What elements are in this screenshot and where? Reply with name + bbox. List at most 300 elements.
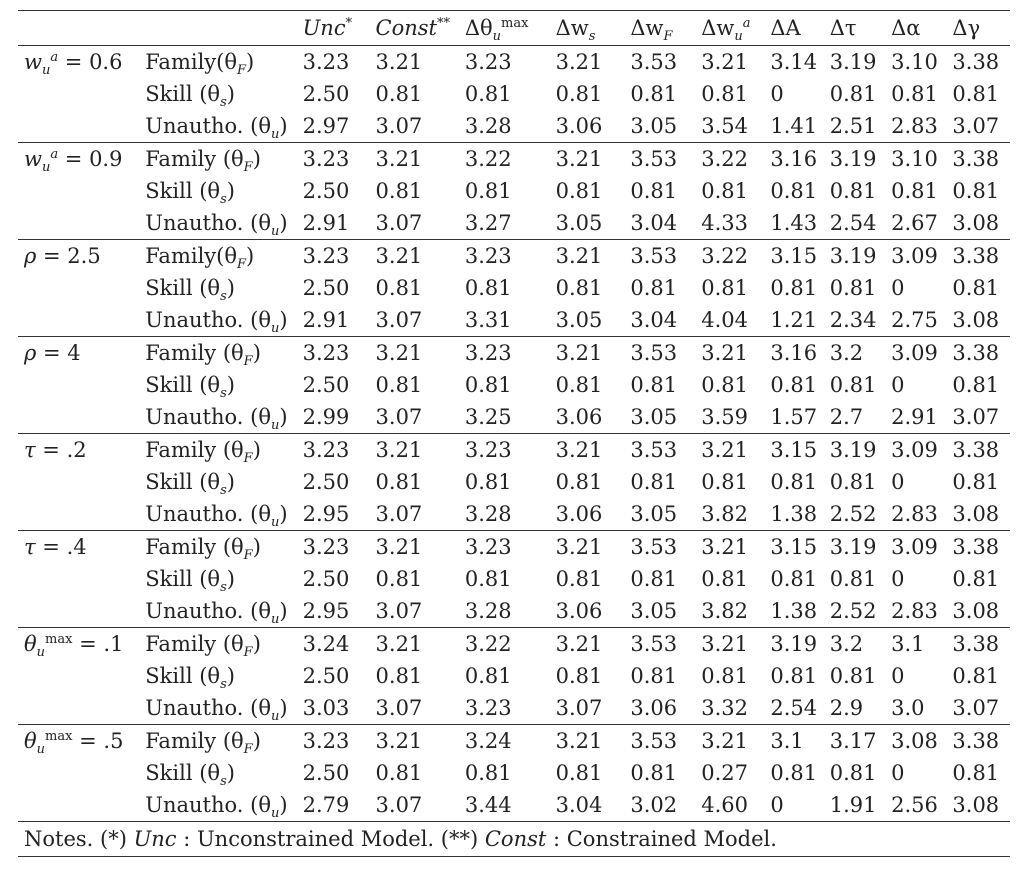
table-row	[18, 563, 1010, 595]
value-cell: 3.23	[464, 696, 512, 720]
value-cell: 3.21	[701, 729, 748, 753]
value-cell: 3.15	[770, 438, 818, 462]
value-cell: 0.81	[829, 664, 877, 688]
value-cell: 3.19	[829, 147, 877, 171]
value-cell: 0	[770, 82, 784, 106]
value-cell: 2.50	[302, 567, 350, 591]
value-cell: 3.38	[952, 147, 1000, 171]
value-cell: 0.81	[555, 761, 603, 785]
header-type	[139, 11, 302, 46]
value-cell: 3.05	[555, 211, 603, 235]
type-cell: Unautho. $(\theta_u)$	[145, 502, 288, 531]
value-cell: 3.21	[375, 50, 423, 74]
table-row	[18, 498, 1010, 531]
value-cell: 0.81	[952, 373, 1000, 397]
value-cell: 3.09	[891, 341, 938, 365]
value-cell: 3.53	[630, 535, 678, 559]
param-cell	[18, 466, 139, 498]
value-cell: 0.81	[630, 179, 678, 203]
type-cell: Unautho. $(\theta_u)$	[145, 696, 288, 725]
value-cell: 3.23	[302, 729, 350, 753]
table-row	[18, 725, 1010, 758]
row-group	[18, 628, 1010, 725]
value-cell: 0	[891, 276, 905, 300]
value-cell: 3.21	[375, 341, 423, 365]
value-cell: 0.81	[701, 567, 748, 591]
value-cell: 0.81	[952, 276, 1000, 300]
value-cell: 4.04	[701, 308, 748, 332]
value-cell: 0.81	[829, 567, 877, 591]
value-cell: 3.23	[464, 341, 512, 365]
value-cell: 0.81	[891, 179, 938, 203]
value-cell: 3.08	[952, 211, 1000, 235]
table-row	[18, 304, 1010, 337]
value-cell: 0.81	[770, 179, 818, 203]
value-cell: 2.83	[891, 114, 938, 138]
value-cell: 3.21	[555, 341, 603, 365]
type-cell: Skill $(\theta_s)$	[145, 179, 235, 208]
param-cell	[18, 110, 139, 143]
value-cell: 2.91	[302, 308, 350, 332]
value-cell: 0.81	[464, 82, 512, 106]
header-delta-theta-max: $\Delta\theta_u^{max}$	[464, 16, 529, 45]
row-group	[18, 725, 1010, 822]
value-cell: 3.04	[555, 793, 603, 817]
value-cell: 3.21	[375, 438, 423, 462]
value-cell: 3.23	[464, 438, 512, 462]
value-cell: 3.1	[770, 729, 804, 753]
value-cell: 3.53	[630, 729, 678, 753]
value-cell: 3.23	[302, 147, 350, 171]
value-cell: 3.21	[555, 244, 603, 268]
param-cell	[18, 789, 139, 822]
value-cell: 2.56	[891, 793, 938, 817]
value-cell: 0.81	[375, 179, 423, 203]
value-cell: 0.81	[375, 664, 423, 688]
table-row	[18, 46, 1010, 79]
param-cell	[18, 78, 139, 110]
value-cell: 3.22	[701, 244, 748, 268]
type-cell: Skill $(\theta_s)$	[145, 276, 235, 305]
value-cell: 3.21	[555, 535, 603, 559]
value-cell: 2.95	[302, 502, 350, 526]
value-cell: 2.95	[302, 599, 350, 623]
type-cell: Family $(\theta_F)$	[145, 147, 261, 176]
type-cell: Family $(\theta_F)$	[145, 632, 261, 661]
value-cell: 2.50	[302, 82, 350, 106]
value-cell: 4.33	[701, 211, 748, 235]
value-cell: 0.81	[952, 567, 1000, 591]
type-cell: Skill $(\theta_s)$	[145, 373, 235, 402]
value-cell: 3.27	[464, 211, 512, 235]
value-cell: 3.09	[891, 535, 938, 559]
value-cell: 0.81	[829, 179, 877, 203]
notes-row	[18, 822, 1010, 857]
value-cell: 3.09	[891, 438, 938, 462]
row-group	[18, 143, 1010, 240]
value-cell: 0.81	[952, 664, 1000, 688]
value-cell: 3.15	[770, 535, 818, 559]
header-delta-ws: $\Delta w_s$	[555, 16, 596, 45]
value-cell: 0.81	[829, 761, 877, 785]
value-cell: 0.81	[770, 567, 818, 591]
value-cell: 2.50	[302, 761, 350, 785]
value-cell: 0.81	[464, 179, 512, 203]
value-cell: 3.07	[375, 696, 423, 720]
value-cell: 3.38	[952, 341, 1000, 365]
value-cell: 3.23	[464, 50, 512, 74]
value-cell: 0.81	[375, 373, 423, 397]
table-row	[18, 660, 1010, 692]
type-cell: Skill $(\theta_s)$	[145, 761, 235, 790]
value-cell: 3.21	[701, 438, 748, 462]
value-cell: 3.07	[375, 308, 423, 332]
value-cell: 0.81	[770, 761, 818, 785]
table-row	[18, 175, 1010, 207]
value-cell: 2.7	[829, 405, 864, 429]
value-cell: 3.06	[555, 502, 603, 526]
param-cell: τ = .4	[24, 535, 87, 559]
value-cell: 3.53	[630, 341, 678, 365]
value-cell: 3.23	[464, 535, 512, 559]
value-cell: 3.44	[464, 793, 512, 817]
value-cell: 3.21	[701, 535, 748, 559]
value-cell: 3.06	[555, 114, 603, 138]
type-cell: $Family(\theta_F)$	[145, 50, 255, 79]
value-cell: 0.81	[464, 761, 512, 785]
table-row	[18, 143, 1010, 176]
type-cell: Unautho. $(\theta_u)$	[145, 308, 288, 337]
param-cell: $w_u^a = 0.6$	[24, 50, 123, 79]
value-cell: 0.81	[555, 664, 603, 688]
type-cell: Family $(\theta_F)$	[145, 438, 261, 467]
type-cell: Unautho. $(\theta_u)$	[145, 405, 288, 434]
value-cell: 1.57	[770, 405, 818, 429]
value-cell: 2.99	[302, 405, 350, 429]
type-cell: Family $(\theta_F)$	[145, 729, 261, 758]
value-cell: 3.19	[829, 535, 877, 559]
value-cell: 0.81	[630, 470, 678, 494]
table-row	[18, 337, 1010, 370]
value-cell: 3.08	[891, 729, 938, 753]
value-cell: 2.9	[829, 696, 864, 720]
value-cell: 2.52	[829, 502, 877, 526]
value-cell: 0.81	[630, 567, 678, 591]
value-cell: 0.81	[375, 567, 423, 591]
value-cell: 2.50	[302, 179, 350, 203]
value-cell: 3.23	[302, 244, 350, 268]
value-cell: 3.59	[701, 405, 748, 429]
value-cell: 0.81	[555, 470, 603, 494]
value-cell: 0.81	[375, 276, 423, 300]
param-cell	[18, 595, 139, 628]
value-cell: 0.81	[952, 82, 1000, 106]
value-cell: 2.97	[302, 114, 350, 138]
param-cell	[18, 207, 139, 240]
type-cell: Skill $(\theta_s)$	[145, 567, 235, 596]
value-cell: 3.53	[630, 244, 678, 268]
param-cell: $w_u^a = 0.9$	[24, 147, 123, 176]
value-cell: 3.05	[630, 405, 678, 429]
value-cell: 0.81	[701, 276, 748, 300]
value-cell: 3.07	[375, 405, 423, 429]
value-cell: 3.07	[952, 114, 1000, 138]
value-cell: 1.91	[829, 793, 877, 817]
value-cell: 3.15	[770, 244, 818, 268]
value-cell: 2.91	[891, 405, 938, 429]
value-cell: 3.21	[375, 244, 423, 268]
value-cell: 3.10	[891, 50, 938, 74]
table-row	[18, 466, 1010, 498]
value-cell: 3.38	[952, 244, 1000, 268]
value-cell: 2.54	[829, 211, 877, 235]
param-cell	[18, 757, 139, 789]
value-cell: 3.25	[464, 405, 512, 429]
type-cell: Family $(\theta_F)$	[145, 341, 261, 370]
table-row	[18, 110, 1010, 143]
value-cell: 0.81	[891, 82, 938, 106]
value-cell: 0.81	[555, 179, 603, 203]
value-cell: 0.81	[555, 82, 603, 106]
value-cell: 0.81	[464, 276, 512, 300]
value-cell: 3.2	[829, 341, 864, 365]
value-cell: 3.38	[952, 50, 1000, 74]
value-cell: 3.05	[630, 599, 678, 623]
table-row	[18, 369, 1010, 401]
value-cell: 3.82	[701, 502, 748, 526]
value-cell: 0.81	[375, 82, 423, 106]
value-cell: 3.06	[630, 696, 678, 720]
value-cell: 3.53	[630, 438, 678, 462]
value-cell: 1.38	[770, 599, 818, 623]
param-cell	[18, 498, 139, 531]
value-cell: 3.07	[555, 696, 603, 720]
value-cell: 3.16	[770, 147, 818, 171]
value-cell: 0	[891, 664, 905, 688]
value-cell: 0.81	[770, 470, 818, 494]
value-cell: 3.05	[630, 502, 678, 526]
value-cell: 2.75	[891, 308, 938, 332]
value-cell: 3.04	[630, 308, 678, 332]
value-cell: 0.81	[464, 567, 512, 591]
param-cell	[18, 369, 139, 401]
value-cell: 3.23	[302, 341, 350, 365]
value-cell: 0	[891, 373, 905, 397]
type-cell: Skill $(\theta_s)$	[145, 82, 235, 111]
value-cell: 0	[891, 567, 905, 591]
type-cell: Skill $(\theta_s)$	[145, 664, 235, 693]
header-param	[18, 11, 139, 46]
header-delta-a: ΔA	[770, 16, 801, 40]
value-cell: 1.38	[770, 502, 818, 526]
value-cell: 0.81	[829, 82, 877, 106]
value-cell: 3.28	[464, 599, 512, 623]
value-cell: 3.38	[952, 535, 1000, 559]
value-cell: 3.28	[464, 114, 512, 138]
value-cell: 3.53	[630, 147, 678, 171]
value-cell: 0.81	[555, 567, 603, 591]
value-cell: 0.81	[375, 761, 423, 785]
value-cell: 3.10	[891, 147, 938, 171]
table-row	[18, 401, 1010, 434]
value-cell: 0	[891, 470, 905, 494]
value-cell: 3.16	[770, 341, 818, 365]
param-cell	[18, 692, 139, 725]
param-cell: ρ = 2.5	[24, 244, 101, 268]
value-cell: 0.81	[375, 470, 423, 494]
value-cell: 3.23	[302, 535, 350, 559]
value-cell: 3.07	[375, 502, 423, 526]
value-cell: 0.81	[701, 664, 748, 688]
value-cell: 2.50	[302, 664, 350, 688]
value-cell: 3.07	[952, 696, 1000, 720]
table-row	[18, 692, 1010, 725]
table-row	[18, 628, 1010, 661]
value-cell: 3.21	[555, 729, 603, 753]
row-group	[18, 46, 1010, 143]
value-cell: 3.21	[701, 632, 748, 656]
value-cell: 1.21	[770, 308, 818, 332]
value-cell: 3.22	[464, 147, 512, 171]
value-cell: 3.21	[701, 50, 748, 74]
header-delta-gamma: Δγ	[952, 16, 981, 40]
value-cell: 3.22	[701, 147, 748, 171]
value-cell: 4.60	[701, 793, 748, 817]
value-cell: 0.81	[770, 276, 818, 300]
value-cell: 3.19	[829, 50, 877, 74]
value-cell: 0.81	[770, 664, 818, 688]
table-row	[18, 531, 1010, 564]
value-cell: 3.08	[952, 599, 1000, 623]
value-cell: 2.67	[891, 211, 938, 235]
value-cell: 3.08	[952, 308, 1000, 332]
param-cell: $\theta_u^{max} = .5$	[24, 729, 124, 758]
value-cell: 3.19	[770, 632, 818, 656]
param-cell: τ = .2	[24, 438, 87, 462]
value-cell: 3.23	[302, 50, 350, 74]
value-cell: 0.81	[555, 373, 603, 397]
value-cell: 3.24	[302, 632, 350, 656]
param-cell: ρ = 4	[24, 341, 81, 365]
value-cell: 2.54	[770, 696, 818, 720]
value-cell: 3.21	[555, 50, 603, 74]
table-row	[18, 78, 1010, 110]
value-cell: 0.81	[464, 664, 512, 688]
row-group	[18, 531, 1010, 628]
value-cell: 3.02	[630, 793, 678, 817]
value-cell: 3.21	[555, 438, 603, 462]
table-row	[18, 272, 1010, 304]
value-cell: 0.81	[630, 276, 678, 300]
table-notes: Notes. (*) Unc : Unconstrained Model. (**) Const : Constrained Model.	[18, 822, 1010, 857]
value-cell: 2.83	[891, 502, 938, 526]
param-cell	[18, 563, 139, 595]
value-cell: 0.81	[630, 373, 678, 397]
value-cell: 3.0	[891, 696, 925, 720]
value-cell: 3.21	[375, 147, 423, 171]
value-cell: 3.38	[952, 632, 1000, 656]
value-cell: 1.43	[770, 211, 818, 235]
value-cell: 3.08	[952, 793, 1000, 817]
param-cell	[18, 401, 139, 434]
value-cell: 2.52	[829, 599, 877, 623]
value-cell: 0.81	[770, 373, 818, 397]
value-cell: 2.51	[829, 114, 877, 138]
value-cell: 3.05	[555, 308, 603, 332]
value-cell: 3.07	[952, 405, 1000, 429]
type-cell: Unautho. $(\theta_u)$	[145, 793, 288, 822]
type-cell: Family $(\theta_F)$	[145, 535, 261, 564]
header-row	[18, 11, 1010, 46]
value-cell: 3.03	[302, 696, 350, 720]
value-cell: 0.81	[829, 373, 877, 397]
value-cell: 3.08	[952, 502, 1000, 526]
table-row	[18, 757, 1010, 789]
value-cell: 3.21	[555, 632, 603, 656]
row-group	[18, 240, 1010, 337]
type-cell: Unautho. $(\theta_u)$	[145, 599, 288, 628]
value-cell: 3.54	[701, 114, 748, 138]
header-delta-wf: $\Delta w_F$	[630, 16, 673, 45]
value-cell: 0.81	[701, 470, 748, 494]
value-cell: 3.82	[701, 599, 748, 623]
value-cell: 3.07	[375, 599, 423, 623]
table-row	[18, 207, 1010, 240]
value-cell: 3.23	[464, 244, 512, 268]
value-cell: 0.81	[701, 82, 748, 106]
param-cell: $\theta_u^{max} = .1$	[24, 632, 124, 661]
value-cell: 2.50	[302, 276, 350, 300]
value-cell: 0.81	[701, 373, 748, 397]
param-cell	[18, 175, 139, 207]
value-cell: 3.1	[891, 632, 925, 656]
value-cell: 2.83	[891, 599, 938, 623]
header-delta-alpha: Δα	[891, 16, 921, 40]
value-cell: 0.81	[952, 761, 1000, 785]
param-cell	[18, 272, 139, 304]
value-cell: 0.81	[952, 179, 1000, 203]
value-cell: 3.14	[770, 50, 818, 74]
table-row	[18, 789, 1010, 822]
value-cell: 0.81	[630, 664, 678, 688]
type-cell: $Family(\theta_F)$	[145, 244, 255, 273]
value-cell: 3.21	[701, 341, 748, 365]
value-cell: 3.09	[891, 244, 938, 268]
row-group	[18, 337, 1010, 434]
value-cell: 3.06	[555, 599, 603, 623]
value-cell: 3.22	[464, 632, 512, 656]
header-unc: Unc*	[302, 16, 353, 40]
value-cell: 3.05	[630, 114, 678, 138]
value-cell: 3.07	[375, 114, 423, 138]
value-cell: 3.19	[829, 244, 877, 268]
value-cell: 0.81	[464, 470, 512, 494]
value-cell: 0.81	[630, 82, 678, 106]
value-cell: 3.21	[375, 729, 423, 753]
value-cell: 3.32	[701, 696, 748, 720]
value-cell: 3.19	[829, 438, 877, 462]
type-cell: Unautho. $(\theta_u)$	[145, 211, 288, 240]
value-cell: 0.81	[829, 276, 877, 300]
value-cell: 0	[891, 761, 905, 785]
header-delta-tau: Δτ	[829, 16, 857, 40]
value-cell: 0.81	[464, 373, 512, 397]
table-row	[18, 434, 1010, 467]
value-cell: 2.79	[302, 793, 350, 817]
value-cell: 0.81	[630, 761, 678, 785]
value-cell: 3.06	[555, 405, 603, 429]
value-cell: 3.24	[464, 729, 512, 753]
